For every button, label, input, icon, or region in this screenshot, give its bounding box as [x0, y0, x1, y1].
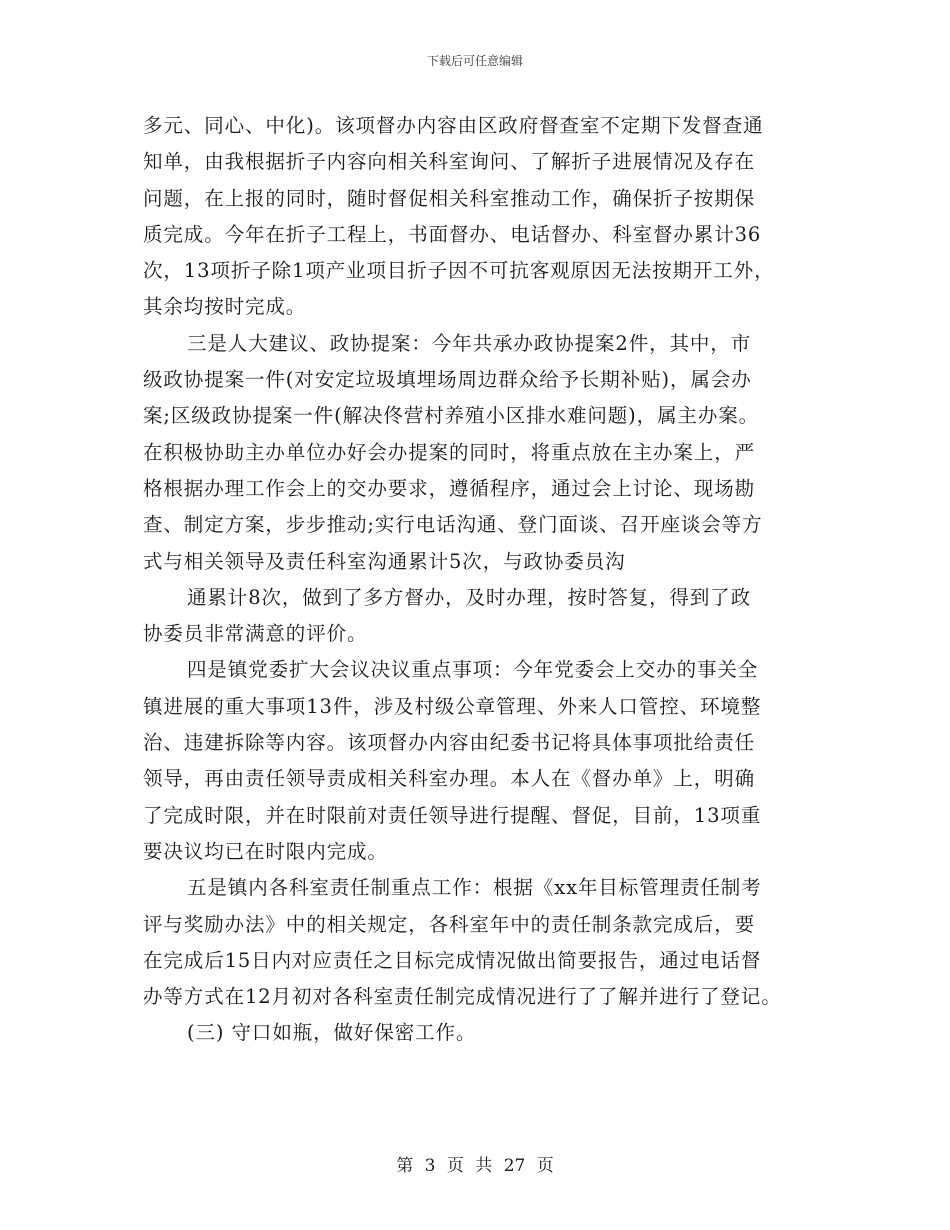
page-number-footer: 第 3 页 共 27 页 [396, 1156, 554, 1176]
text-line: 协委员非常满意的评价。 [143, 622, 368, 646]
text-line: 案;区级政协提案一件(解决佟营村养殖小区排水难问题)，属主办案。 [143, 404, 760, 428]
text-line: 要决议均已在时限内完成。 [143, 839, 388, 863]
text-line: 其余均按时完成。 [143, 295, 307, 319]
text-line: 问题，在上报的同时，随时督促相关科室推动工作，确保折子按期保 [143, 186, 756, 210]
text-line: 五是镇内各科室责任制重点工作：根据《xx年目标管理责任制考 [187, 876, 762, 900]
text-line: 在积极协助主办单位办好会办提案的同时，将重点放在主办案上，严 [143, 440, 756, 464]
text-line: 多元、同心、中化)。该项督办内容由区政府督查室不定期下发督查通 [143, 114, 764, 137]
text-line: 级政协提案一件(对安定垃圾填埋场周边群众给予长期补贴)，属会办 [143, 368, 752, 392]
text-line: 治、违建拆除等内容。该项督办内容由纪委书记将具体事项批给责任 [143, 731, 756, 755]
text-line: 评与奖励办法》中的相关规定，各科室年中的责任制条款完成后，要 [143, 912, 756, 936]
text-line: 查、制定方案，步步推动;实行电话沟通、登门面谈、召开座谈会等方 [143, 513, 763, 537]
text-line: 次，13项折子除1项产业项目折子因不可抗客观原因无法按期开工外， [143, 259, 775, 283]
text-line: 了完成时限，并在时限前对责任领导进行提醒、督促，目前，13项重 [143, 803, 762, 827]
text-line: 领导，再由责任领导责成相关科室办理。本人在《督办单》上，明确 [143, 767, 756, 791]
text-line: 在完成后15日内对应责任之目标完成情况做出简要报告，通过电话督 [143, 948, 762, 972]
document-body [143, 108, 815, 1052]
text-line: 格根据办理工作会上的交办要求，遵循程序，通过会上讨论、现场勘 [143, 476, 756, 500]
text-line: 办等方式在12月初对各科室责任制完成情况进行了了解并进行了登记。 [143, 985, 782, 1009]
text-line: 三是人大建议、政协提案：今年共承办政协提案2件，其中，市 [187, 331, 752, 355]
text-line: 镇进展的重大事项13件，涉及村级公章管理、外来人口管控、环境整 [143, 694, 762, 718]
text-line: (三) 守口如瓶，做好保密工作。 [187, 1021, 477, 1045]
text-line: 四是镇党委扩大会议决议重点事项：今年党委会上交办的事关全 [187, 658, 759, 682]
text-line: 质完成。今年在折子工程上，书面督办、电话督办、科室督办累计36 [143, 222, 762, 246]
text-line: 知单，由我根据折子内容向相关科室询问、了解折子进展情况及存在 [143, 150, 756, 174]
page-header-note: 下载后可任意编辑 [426, 54, 523, 68]
text-line: 式与相关领导及责任科室沟通累计5次，与政协委员沟 [143, 549, 626, 573]
text-line: 通累计8次，做到了多方督办，及时办理，按时答复，得到了政 [187, 585, 752, 609]
